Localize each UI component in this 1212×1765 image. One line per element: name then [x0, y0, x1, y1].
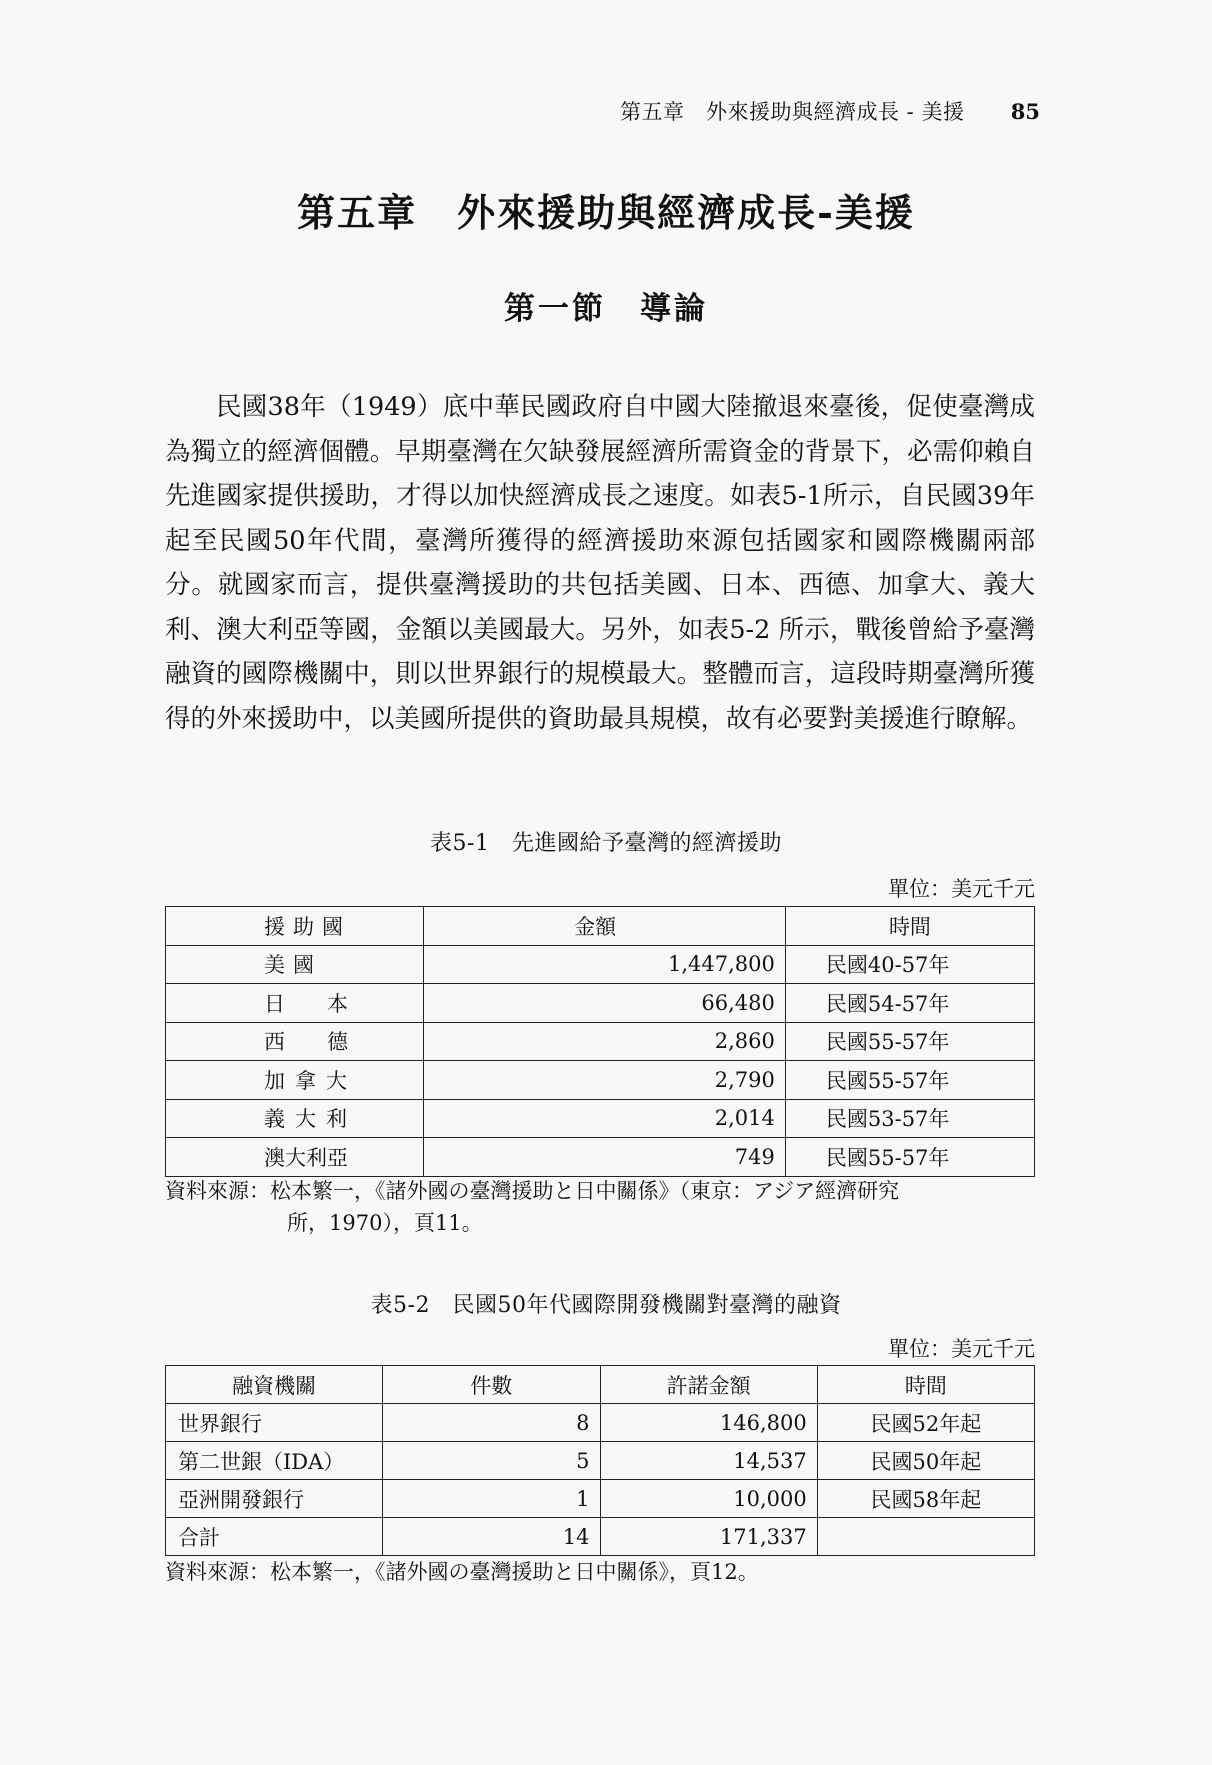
- table2-period: 民國58年起: [817, 1480, 1034, 1518]
- table2-institution: 世界銀行: [166, 1404, 383, 1442]
- table2-header-amount: 許諾金額: [600, 1366, 817, 1404]
- table-row: [166, 1480, 1035, 1518]
- table2-header-row: [166, 1366, 1035, 1404]
- table-row: [166, 1442, 1035, 1480]
- table1-period: 民國54-57年: [785, 984, 1034, 1023]
- table2-unit: 單位：美元千元: [888, 1337, 1035, 1361]
- table2-amount: 146,800: [600, 1404, 817, 1442]
- table1-period: 民國53-57年: [785, 1099, 1034, 1138]
- table2-header-count: 件數: [383, 1366, 600, 1404]
- table1-country: 西德: [166, 1022, 424, 1061]
- table2-period: [817, 1518, 1034, 1556]
- table-row: [166, 945, 1035, 984]
- table2-header-period: 時間: [817, 1366, 1034, 1404]
- table1-source: [165, 1175, 1035, 1239]
- chapter-title: 第五章 外來援助與經濟成長-美援: [297, 190, 915, 235]
- page-number: 85: [1010, 98, 1040, 124]
- table1-header-amount: 金額: [424, 907, 786, 946]
- table1-period: 民國55-57年: [785, 1022, 1034, 1061]
- table2-count: 5: [383, 1442, 600, 1480]
- table1-country: 加拿大: [166, 1061, 424, 1100]
- table1-unit: 單位：美元千元: [888, 877, 1035, 901]
- table1-amount: 66,480: [424, 984, 786, 1023]
- table1: [165, 906, 1035, 1177]
- table2-caption: 表5-2 民國50年代國際開發機關對臺灣的融資: [370, 1293, 842, 1318]
- table2-header-institution: 融資機關: [166, 1366, 383, 1404]
- running-head: [620, 96, 1040, 126]
- table1-caption: 表5-1 先進國給予臺灣的經濟援助: [430, 831, 782, 856]
- table2-period: 民國50年起: [817, 1442, 1034, 1480]
- table1-country: 美國: [166, 945, 424, 984]
- table2-institution: 合計: [166, 1518, 383, 1556]
- table2-count: 8: [383, 1404, 600, 1442]
- table1-amount: 1,447,800: [424, 945, 786, 984]
- table2-amount: 14,537: [600, 1442, 817, 1480]
- table1-amount: 2,014: [424, 1099, 786, 1138]
- table2-count: 1: [383, 1480, 600, 1518]
- table1-country: 澳大利亞: [166, 1138, 424, 1177]
- running-head-title: 第五章 外來援助與經濟成長 - 美援: [620, 100, 965, 124]
- table-row: [166, 1404, 1035, 1442]
- table1-amount: 749: [424, 1138, 786, 1177]
- table-row: [166, 984, 1035, 1023]
- table1-amount: 2,790: [424, 1061, 786, 1100]
- table1-header-country: 援助國: [166, 907, 424, 946]
- section-title: 第一節 導論: [504, 291, 708, 327]
- table1-period: 民國40-57年: [785, 945, 1034, 984]
- table2-amount: 10,000: [600, 1480, 817, 1518]
- table2-source: 資料來源：松本繁一，《諸外國の臺灣援助と日中關係》，頁12。: [165, 1560, 759, 1584]
- table2-period: 民國52年起: [817, 1404, 1034, 1442]
- table1-country: 義大利: [166, 1099, 424, 1138]
- table1-source-line2: 所，1970），頁11。: [287, 1211, 483, 1235]
- table1-source-line1: 資料來源：松本繁一，《諸外國の臺灣援助と日中關係》（東京：アジア經濟研究: [165, 1179, 900, 1203]
- table2-amount: 171,337: [600, 1518, 817, 1556]
- table-row: [166, 1022, 1035, 1061]
- table1-header-row: [166, 907, 1035, 946]
- table2: [165, 1365, 1035, 1556]
- table2-count: 14: [383, 1518, 600, 1556]
- table-row: [166, 1518, 1035, 1556]
- table1-period: 民國55-57年: [785, 1138, 1034, 1177]
- table-row: [166, 1138, 1035, 1177]
- table2-institution: 第二世銀（IDA）: [166, 1442, 383, 1480]
- table1-country: 日本: [166, 984, 424, 1023]
- body-paragraph: 民國38年（1949）底中華民國政府自中國大陸撤退來臺後，促使臺灣成為獨立的經濟個體。早期臺灣在欠缺發展經濟所需資金的背景下，必需仰賴自先進國家提供援助，才得以加快經濟成長之速度。如表5-1所示，自民國39年起至民國50年代間，臺灣所獲得的經濟援助來源包括國家和國際機關兩部分。就國家而言，提供臺灣援助的共包括美國、日本、西德、加拿大、義大利、澳大利亞等國，金額以美國最大。另外，如表5-2 所示，戰後曾給予臺灣融資的國際機關中，則以世界銀行的規模最大。整體而言，這段時期臺灣所獲得的外來援助中，以美國所提供的資助最具規模，故有必要對美援進行瞭解。: [165, 392, 1035, 734]
- table2-institution: 亞洲開發銀行: [166, 1480, 383, 1518]
- table1-period: 民國55-57年: [785, 1061, 1034, 1100]
- table1-amount: 2,860: [424, 1022, 786, 1061]
- table-row: [166, 1061, 1035, 1100]
- table1-header-period: 時間: [785, 907, 1034, 946]
- table-row: [166, 1099, 1035, 1138]
